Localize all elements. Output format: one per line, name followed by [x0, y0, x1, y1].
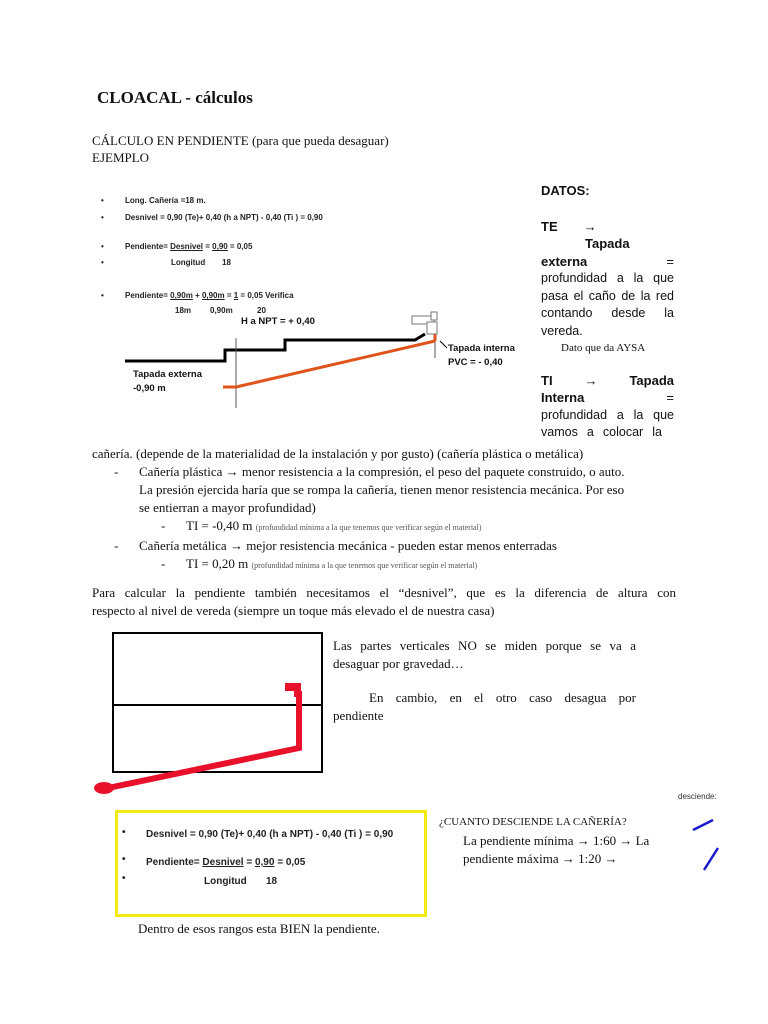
- dash-marker: -: [114, 464, 119, 479]
- sub-item-ti-metalica: - TI = 0,20 m (profundidad mínima a la que tenemos que verificar según el material): [161, 556, 478, 571]
- bullet-dot: •: [101, 196, 104, 205]
- box-longitud-value: 18: [266, 876, 278, 887]
- bullet-dot: •: [101, 213, 104, 222]
- gravity-drain-diagram: [88, 628, 328, 798]
- aysa-note: Dato que da AYSA: [561, 342, 646, 354]
- datos-heading: DATOS:: [541, 183, 590, 198]
- bullet-dot: •: [101, 242, 104, 251]
- caption-line-1: Las partes verticales NO se miden porque se va a: [333, 638, 636, 653]
- longitud-label: Longitud: [171, 258, 206, 267]
- caption-line-3: En cambio, en el otro caso desagua por: [369, 690, 636, 705]
- te-def-2: pasa el caño de la red: [541, 288, 674, 303]
- sub-item-ti-plastica: - TI = -0,40 m (profundidad mínima a la que tenemos que verificar según el material): [161, 518, 482, 533]
- ti-term-2-row: Interna =: [541, 390, 674, 405]
- bullet-dot: •: [122, 854, 126, 865]
- figure-pendiente-calculation: [95, 188, 515, 418]
- ti-def-1: profundidad a la que: [541, 407, 674, 422]
- sloped-pipe: [236, 341, 435, 387]
- leader-line: [440, 341, 447, 348]
- bullet-dot: •: [101, 258, 104, 267]
- drain-fitting: [285, 683, 301, 691]
- body-line-1: cañería. (depende de la materialidad de la instalación y por gusto) (cañería plástica o metálica): [92, 446, 584, 461]
- long-caneria: Long. Cañería =18 m.: [125, 196, 206, 205]
- desnivel-paragraph: [92, 584, 676, 620]
- steep-slope-mark: [704, 848, 718, 870]
- te-term-2-row: externa =: [541, 253, 674, 269]
- te-term-1: Tapada: [585, 236, 630, 251]
- footer-note: Dentro de esos rangos esta BIEN la pendiente.: [138, 921, 380, 936]
- dash-item-metalica: - Cañería metálica → mejor resistencia mecánica - pueden estar menos enterradas: [114, 538, 557, 553]
- sewer-connection-dot: [94, 782, 114, 794]
- box-desnivel-formula: Desnivel = 0,90 (Te)+ 0,40 (h a NPT) - 0,40 (Ti ) = 0,90: [146, 829, 394, 840]
- bullet-dot: •: [122, 827, 126, 838]
- bullet-dot: •: [101, 291, 104, 300]
- desciende-label: desciende:: [678, 792, 717, 801]
- toilet-fixture-icon: [412, 312, 437, 334]
- slope-marks: [690, 812, 730, 876]
- pendiente-verifica: Pendiente= 0,90m + 0,90m = 1 = 0,05 Verifica: [125, 291, 294, 300]
- te-row: TE →: [541, 218, 597, 234]
- pendiente-range: [463, 832, 649, 868]
- ti-def-2: vamos a colocar la: [541, 425, 662, 439]
- intro: [92, 132, 389, 166]
- h-a-npt-label: H a NPT = + 0,40: [241, 316, 315, 327]
- pendiente-formula: Pendiente= Desnivel = 0,90 = 0,05: [125, 242, 253, 251]
- denominator-090m: 0,90m: [210, 306, 233, 315]
- dash-marker: -: [114, 538, 119, 553]
- desnivel-line-2: respecto al nivel de vereda (siempre un toque más elevado el de nuestra casa): [92, 603, 495, 618]
- tapada-interna-label: Tapada interna PVC = - 0,40: [448, 343, 515, 368]
- caption-line-2: desaguar por gravedad…: [333, 656, 464, 671]
- te-def-4: vereda.: [541, 323, 583, 338]
- yellow-highlight-box: [115, 810, 427, 917]
- denominator-20: 20: [257, 306, 266, 315]
- intro-line-1: CÁLCULO EN PENDIENTE (para que pueda desaguar): [92, 133, 389, 148]
- dash-marker: -: [161, 556, 166, 571]
- page-title: CLOACAL - cálculos: [97, 88, 253, 107]
- tapada-externa-label: Tapada externa -0,90 m: [133, 369, 202, 394]
- pendiente-maxima: pendiente máxima → 1:20 →: [463, 851, 618, 866]
- body-text: [92, 445, 676, 575]
- shallow-slope-mark: [693, 820, 713, 830]
- bullet-dot: •: [122, 873, 126, 884]
- caption-line-4: pendiente: [333, 708, 384, 723]
- dash-marker: -: [161, 518, 166, 533]
- te-def-3: contando desde la: [541, 306, 674, 320]
- dash-item-plastica: - Cañería plástica → menor resistencia a la compresión, el peso del paquete construido, o auto. La presión ejercida haría que se rompa la cañería, tienen menor resistencia mecánica. Por eso se entierran a mayor profundidad): [114, 464, 625, 515]
- intro-line-2: EJEMPLO: [92, 150, 150, 165]
- ground-profile-line: [125, 334, 425, 361]
- box-longitud-label: Longitud: [204, 876, 247, 887]
- box-pendiente-formula: Pendiente= Desnivel = 0,90 = 0,05: [146, 857, 306, 868]
- figure-2-caption: [333, 637, 636, 725]
- desnivel-line-1: Para calcular la pendiente también necesitamos el “desnivel”, que es la diferencia de altura con: [92, 585, 676, 600]
- cuanto-desciende-heading: ¿CUANTO DESCIENDE LA CAÑERÍA?: [439, 816, 627, 828]
- te-def-1: profundidad a la que: [541, 271, 674, 285]
- datos-column: [541, 182, 674, 442]
- ti-row: TI → Tapada: [541, 372, 674, 388]
- denominator-18m: 18m: [175, 306, 192, 315]
- desnivel-formula: Desnivel = 0,90 (Te)+ 0,40 (h a NPT) - 0,40 (Ti ) = 0,90: [125, 213, 323, 222]
- pendiente-minima: La pendiente mínima → 1:60 → La: [463, 833, 650, 848]
- longitud-value: 18: [222, 258, 231, 267]
